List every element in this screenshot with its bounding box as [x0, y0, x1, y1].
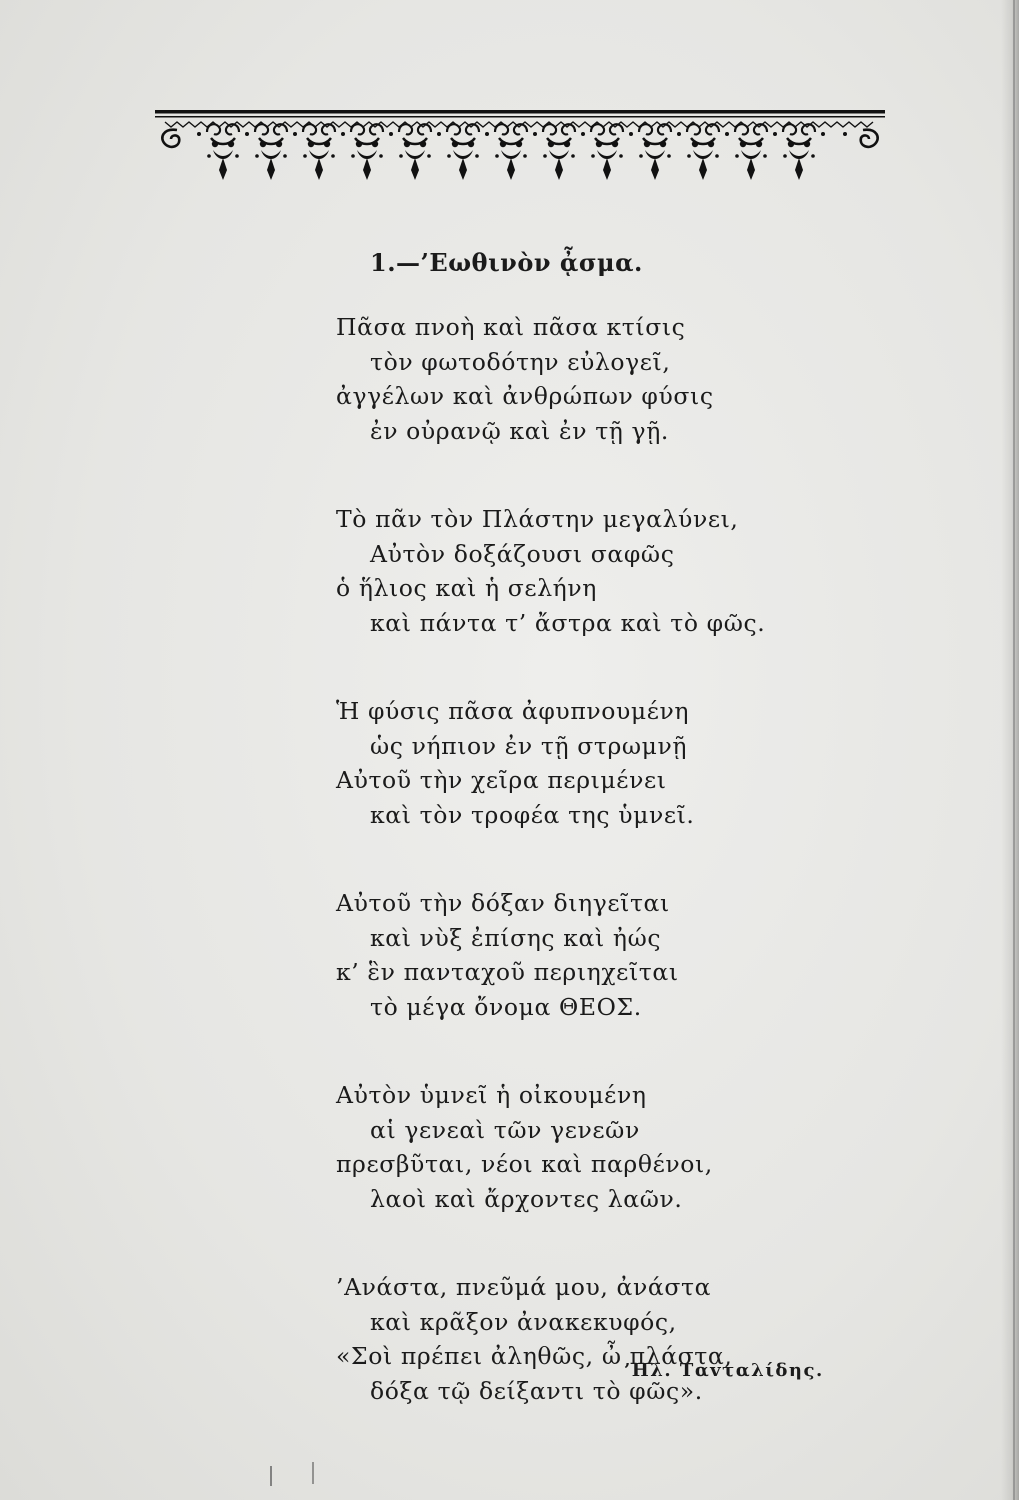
poem-line: Αὐτὸν δοξάζουσι σαφῶς	[370, 539, 675, 568]
poem-body	[0, 310, 1019, 1462]
poem-line: καὶ νὺξ ἐπίσης καὶ ἠώς	[370, 923, 662, 952]
print-mark	[312, 1462, 314, 1484]
poem-line: Αὐτὸν ὑμνεῖ ἡ οἰκουμένη	[336, 1081, 647, 1109]
stanza	[0, 310, 1019, 448]
poem-line: τὸν φωτοδότην εὐλογεῖ,	[370, 347, 671, 376]
stanza	[0, 502, 1019, 640]
poem-line: ἐν οὐρανῷ καὶ ἐν τῇ γῇ.	[370, 416, 669, 445]
poem-line: «Σοὶ πρέπει ἀληθῶς, ὦ πλάστα,	[336, 1342, 733, 1370]
poem-line: ὁ ἥλιος καὶ ἡ σελήνη	[336, 574, 597, 602]
poem-line: αἱ γενεαὶ τῶν γενεῶν	[370, 1115, 640, 1144]
poem-line: Τὸ πᾶν τὸν Πλάστην μεγαλύνει,	[336, 505, 739, 533]
stanza	[0, 1078, 1019, 1216]
poem-line: Ἡ φύσις πᾶσα ἀφυπνουμένη	[336, 697, 690, 725]
poem-line: ὡς νήπιον ἐν τῇ στρωμνῇ	[370, 731, 688, 760]
poem-line: καὶ τὸν τροφέα της ὑμνεῖ.	[370, 800, 695, 829]
ornamental-header-band-icon	[155, 108, 885, 188]
poem-line: ’Ανάστα, πνεῦμά μου, ἀνάστα	[336, 1273, 712, 1301]
poem-line: πρεσβῦται, νέοι καὶ παρθένοι,	[336, 1150, 713, 1178]
poem-line: ἀγγέλων καὶ ἀνθρώπων φύσις	[336, 382, 714, 410]
poem-line: δόξα τῷ δείξαντι τὸ φῶς».	[370, 1376, 703, 1405]
poem-line: κ’ ἓν πανταχοῦ περιηχεῖται	[336, 958, 679, 986]
poem-line: τὸ μέγα ὄνομα ΘΕΟΣ.	[370, 992, 642, 1021]
poem-line: Αὐτοῦ τὴν δόξαν διηγεῖται	[336, 889, 670, 917]
stanza	[0, 1270, 1019, 1408]
poem-line: καὶ πάντα τ’ ἄστρα καὶ τὸ φῶς.	[370, 608, 766, 637]
author-signature: ’Ηλ. Ταvταλίδης.	[624, 1360, 824, 1381]
stanza	[0, 694, 1019, 832]
poem-line: λαοὶ καὶ ἄρχοντες λαῶν.	[370, 1184, 683, 1213]
poem-line: καὶ κρᾶξον ἀνακεκυφός,	[370, 1307, 677, 1336]
poem-line: Αὐτοῦ τὴν χεῖρα περιμένει	[336, 766, 667, 794]
print-mark	[270, 1466, 272, 1486]
poem-title: 1.—’Εωθινὸν ᾆσμα.	[370, 248, 643, 277]
stanza	[0, 886, 1019, 1024]
poem-line: Πᾶσα πνοὴ καὶ πᾶσα κτίσις	[336, 313, 686, 341]
